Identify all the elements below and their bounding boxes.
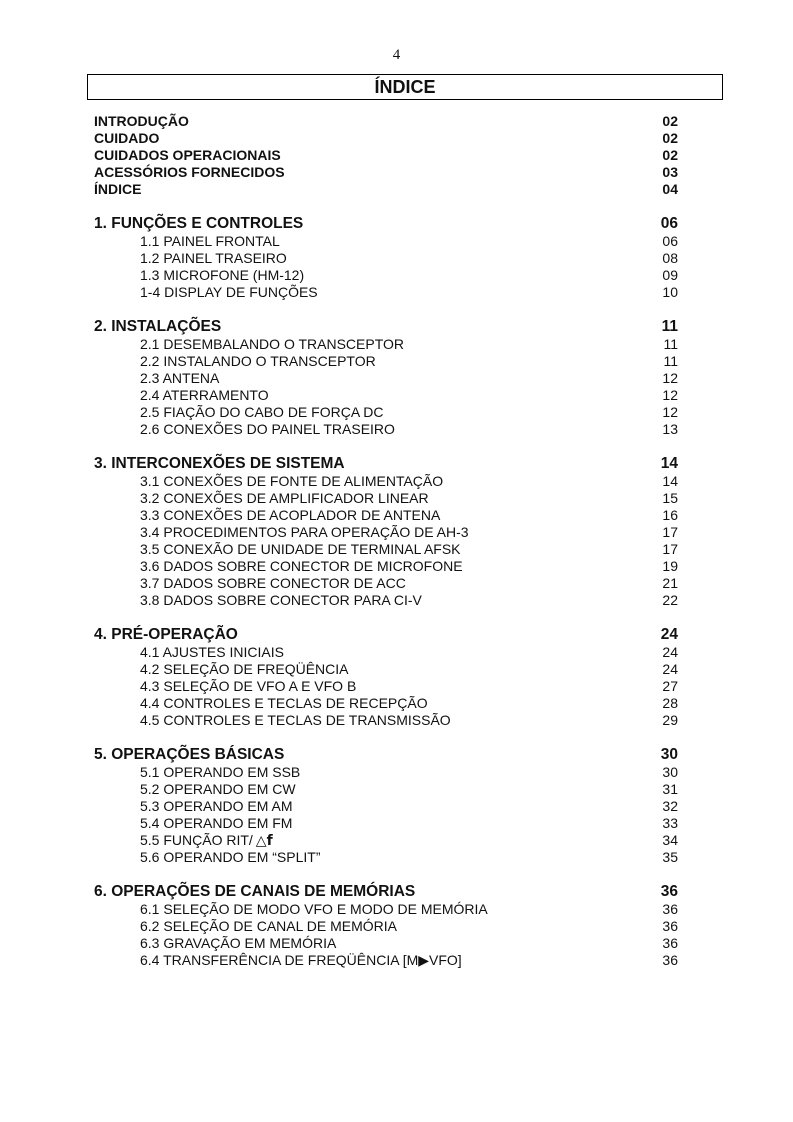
toc-entry — [94, 113, 678, 130]
subsection-entry — [94, 849, 678, 866]
subsection-label-wrap — [140, 353, 376, 370]
subsection-label-wrap — [140, 935, 336, 952]
toc-entry-page: 02 — [662, 113, 678, 129]
subsection-label: 1.2 PAINEL TRASEIRO — [140, 250, 287, 266]
subsection-page: 34 — [662, 832, 678, 848]
subsection-label-wrap — [140, 695, 428, 712]
section-page: 36 — [660, 883, 678, 900]
subsection-entry — [94, 284, 678, 301]
subsection-label: 4.4 CONTROLES E TECLAS DE RECEPÇÃO — [140, 695, 428, 711]
subsection-entry — [94, 421, 678, 438]
index-title-box — [87, 74, 723, 100]
subsection-label: 5.2 OPERANDO EM CW — [140, 781, 296, 797]
subsection-page: 12 — [662, 404, 678, 420]
toc-entry-page: 04 — [662, 181, 678, 197]
subsection-page: 17 — [662, 524, 678, 540]
subsection-label-wrap — [140, 781, 296, 798]
subsection-entry — [94, 798, 678, 815]
subsection-label: 6.2 SELEÇÃO DE CANAL DE MEMÓRIA — [140, 918, 397, 934]
toc-section — [94, 318, 678, 438]
subsection-entry — [94, 541, 678, 558]
subsection-label-wrap — [140, 473, 443, 490]
section-heading — [94, 746, 678, 764]
subsection-label: 3.6 DADOS SOBRE CONECTOR DE MICROFONE — [140, 558, 463, 574]
subsection-entry — [94, 678, 678, 695]
toc-section — [94, 746, 678, 866]
subsection-label-wrap — [140, 370, 219, 387]
subsection-page: 21 — [662, 575, 678, 591]
subsection-entry — [94, 918, 678, 935]
subsection-label: 3.8 DADOS SOBRE CONECTOR PARA CI-V — [140, 592, 422, 608]
subsection-label: 5.5 FUNÇÃO RIT/ — [140, 832, 253, 848]
toc-section — [94, 626, 678, 729]
subsection-label: 2.1 DESEMBALANDO O TRANSCEPTOR — [140, 336, 404, 352]
subsection-page: 12 — [662, 387, 678, 403]
subsection-label-wrap — [140, 678, 356, 695]
subsection-page: 11 — [663, 336, 678, 352]
subsection-entry — [94, 592, 678, 609]
subsection-label-wrap — [140, 764, 300, 781]
subsection-label: 2.2 INSTALANDO O TRANSCEPTOR — [140, 353, 376, 369]
subsection-label: 3.5 CONEXÃO DE UNIDADE DE TERMINAL AFSK — [140, 541, 461, 557]
section-page: 30 — [660, 746, 678, 763]
subsection-page: 09 — [662, 267, 678, 283]
section-page: 24 — [660, 626, 678, 643]
subsection-label: 6.4 TRANSFERÊNCIA DE FREQÜÊNCIA [M▶VFO] — [140, 952, 462, 968]
toc-entry-page: 02 — [662, 147, 678, 163]
subsection-entry — [94, 267, 678, 284]
subsection-page: 08 — [662, 250, 678, 266]
section-heading — [94, 883, 678, 901]
subsection-label-wrap — [140, 815, 292, 832]
toc-entry-page: 03 — [662, 164, 678, 180]
subsection-entry — [94, 781, 678, 798]
subsection-label: 2.4 ATERRAMENTO — [140, 387, 269, 403]
subsection-page: 06 — [662, 233, 678, 249]
section-title: 1. FUNÇÕES E CONTROLES — [94, 215, 304, 232]
subsection-label-wrap — [140, 404, 384, 421]
subsection-page: 31 — [662, 781, 678, 797]
subsection-page: 36 — [662, 918, 678, 934]
toc-section — [94, 215, 678, 301]
section-page: 14 — [660, 455, 678, 472]
subsection-entry — [94, 490, 678, 507]
subsection-label-wrap — [140, 524, 469, 541]
subsection-label: 3.1 CONEXÕES DE FONTE DE ALIMENTAÇÃO — [140, 473, 444, 489]
subsection-entry — [94, 233, 678, 250]
subsection-label: 4.5 CONTROLES E TECLAS DE TRANSMISSÃO — [140, 712, 451, 728]
subsection-page: 19 — [662, 558, 678, 574]
toc-entry — [94, 164, 678, 181]
subsection-label: 4.2 SELEÇÃO DE FREQÜÊNCIA — [140, 661, 349, 677]
toc-entry-label: ACESSÓRIOS FORNECIDOS — [94, 164, 285, 180]
subsection-label: 3.3 CONEXÕES DE ACOPLADOR DE ANTENA — [140, 507, 441, 523]
subsection-label: 5.4 OPERANDO EM FM — [140, 815, 293, 831]
subsection-entry — [94, 832, 678, 849]
subsection-page: 22 — [662, 592, 678, 608]
subsection-label-wrap — [140, 387, 269, 404]
subsection-entry — [94, 712, 678, 729]
toc-entry — [94, 147, 678, 164]
subsection-label: 4.1 AJUSTES INICIAIS — [140, 644, 284, 660]
subsection-page: 32 — [662, 798, 678, 814]
subsection-entry — [94, 764, 678, 781]
subsection-page: 36 — [662, 952, 678, 968]
subsection-page: 16 — [662, 507, 678, 523]
subsection-label-wrap — [140, 558, 463, 575]
subsection-page: 24 — [662, 644, 678, 660]
sections — [94, 215, 678, 969]
subsection-label: 6.3 GRAVAÇÃO EM MEMÓRIA — [140, 935, 337, 951]
subsection-entry — [94, 507, 678, 524]
subsection-page: 11 — [663, 353, 678, 369]
subsection-entry — [94, 336, 678, 353]
subsection-label-wrap — [140, 250, 287, 267]
page-number: 4 — [392, 47, 401, 63]
section-title: 3. INTERCONEXÕES DE SISTEMA — [94, 455, 345, 472]
subsection-label-wrap — [140, 918, 397, 935]
subsection-entry — [94, 250, 678, 267]
subsection-label: 6.1 SELEÇÃO DE MODO VFO E MODO DE MEMÓRIA — [140, 901, 488, 917]
subsection-label-wrap — [140, 507, 440, 524]
subsection-label: 1.3 MICROFONE (HM-12) — [140, 267, 305, 283]
subsection-page: 28 — [662, 695, 678, 711]
subsection-label-wrap — [140, 952, 462, 969]
section-heading — [94, 455, 678, 473]
intro-entries — [94, 113, 678, 198]
subsection-page: 30 — [662, 764, 678, 780]
subsection-entry — [94, 952, 678, 969]
subsection-label-wrap — [140, 336, 404, 353]
subsection-entry — [94, 815, 678, 832]
subsection-page: 13 — [662, 421, 678, 437]
subsection-entry — [94, 901, 678, 918]
subsection-label: 3.4 PROCEDIMENTOS PARA OPERAÇÃO DE AH-3 — [140, 524, 469, 540]
subsection-label-wrap — [140, 541, 461, 558]
toc-entry-label: CUIDADO — [94, 130, 160, 146]
toc-entry-label: ÍNDICE — [94, 181, 142, 197]
subsection-page: 36 — [662, 935, 678, 951]
subsection-label: 5.6 OPERANDO EM “SPLIT” — [140, 849, 321, 865]
subsection-page: 15 — [662, 490, 678, 506]
toc-section — [94, 883, 678, 969]
section-title: 6. OPERAÇÕES DE CANAIS DE MEMÓRIAS — [94, 883, 416, 900]
subsection-page: 29 — [662, 712, 678, 728]
subsection-label-wrap — [140, 284, 318, 301]
subsection-label-wrap — [140, 661, 349, 678]
subsection-label: 3.2 CONEXÕES DE AMPLIFICADOR LINEAR — [140, 490, 429, 506]
subsection-label: 3.7 DADOS SOBRE CONECTOR DE ACC — [140, 575, 406, 591]
subsection-label: 1.1 PAINEL FRONTAL — [140, 233, 280, 249]
subsection-entry — [94, 370, 678, 387]
subsection-label: 5.1 OPERANDO EM SSB — [140, 764, 301, 780]
subsection-label: 4.3 SELEÇÃO DE VFO A E VFO B — [140, 678, 357, 694]
table-of-contents — [94, 113, 678, 969]
subsection-label-wrap — [140, 798, 292, 815]
subsection-entry — [94, 404, 678, 421]
subsection-page: 10 — [662, 284, 678, 300]
toc-entry-page: 02 — [662, 130, 678, 146]
subsection-entry — [94, 558, 678, 575]
subsection-entry — [94, 524, 678, 541]
subsection-label-wrap — [140, 421, 395, 438]
subsection-page: 24 — [662, 661, 678, 677]
subsection-page: 17 — [662, 541, 678, 557]
section-heading — [94, 626, 678, 644]
subsection-entry — [94, 661, 678, 678]
subsection-label: 2.6 CONEXÕES DO PAINEL TRASEIRO — [140, 421, 395, 437]
subsection-label: 5.3 OPERANDO EM AM — [140, 798, 293, 814]
subsection-page: 27 — [662, 678, 678, 694]
subsection-label-wrap — [140, 849, 320, 866]
subsection-entry — [94, 935, 678, 952]
subsection-entry — [94, 695, 678, 712]
subsection-label-wrap — [140, 267, 304, 284]
section-heading — [94, 215, 678, 233]
section-title: 5. OPERAÇÕES BÁSICAS — [94, 746, 285, 763]
toc-entry-label: CUIDADOS OPERACIONAIS — [94, 147, 281, 163]
toc-entry — [94, 130, 678, 147]
subsection-entry — [94, 387, 678, 404]
subsection-label-wrap — [140, 832, 273, 850]
subsection-label-wrap — [140, 712, 451, 729]
index-title: ÍNDICE — [374, 76, 436, 97]
subsection-entry — [94, 575, 678, 592]
subsection-label: 1-4 DISPLAY DE FUNÇÕES — [140, 284, 318, 300]
subsection-page: 33 — [662, 815, 678, 831]
subsection-label-wrap — [140, 592, 422, 609]
toc-section — [94, 455, 678, 609]
toc-entry-label: INTRODUÇÃO — [94, 113, 189, 129]
subsection-label-wrap — [140, 575, 406, 592]
section-heading — [94, 318, 678, 336]
subsection-entry — [94, 473, 678, 490]
subsection-entry — [94, 644, 678, 661]
delta-f-symbol: △f — [255, 833, 273, 849]
section-title: 4. PRÉ-OPERAÇÃO — [94, 626, 238, 643]
subsection-label-wrap — [140, 644, 284, 661]
subsection-label: 2.3 ANTENA — [140, 370, 220, 386]
toc-entry — [94, 181, 678, 198]
subsection-page: 36 — [662, 901, 678, 917]
subsection-label: 2.5 FIAÇÃO DO CABO DE FORÇA DC — [140, 404, 384, 420]
section-page: 11 — [661, 318, 678, 335]
section-page: 06 — [660, 215, 678, 232]
subsection-page: 12 — [662, 370, 678, 386]
subsection-label-wrap — [140, 233, 280, 250]
section-title: 2. INSTALAÇÕES — [94, 318, 222, 335]
subsection-page: 35 — [662, 849, 678, 865]
subsection-label-wrap — [140, 901, 488, 918]
subsection-label-wrap — [140, 490, 429, 507]
subsection-entry — [94, 353, 678, 370]
subsection-page: 14 — [662, 473, 678, 489]
